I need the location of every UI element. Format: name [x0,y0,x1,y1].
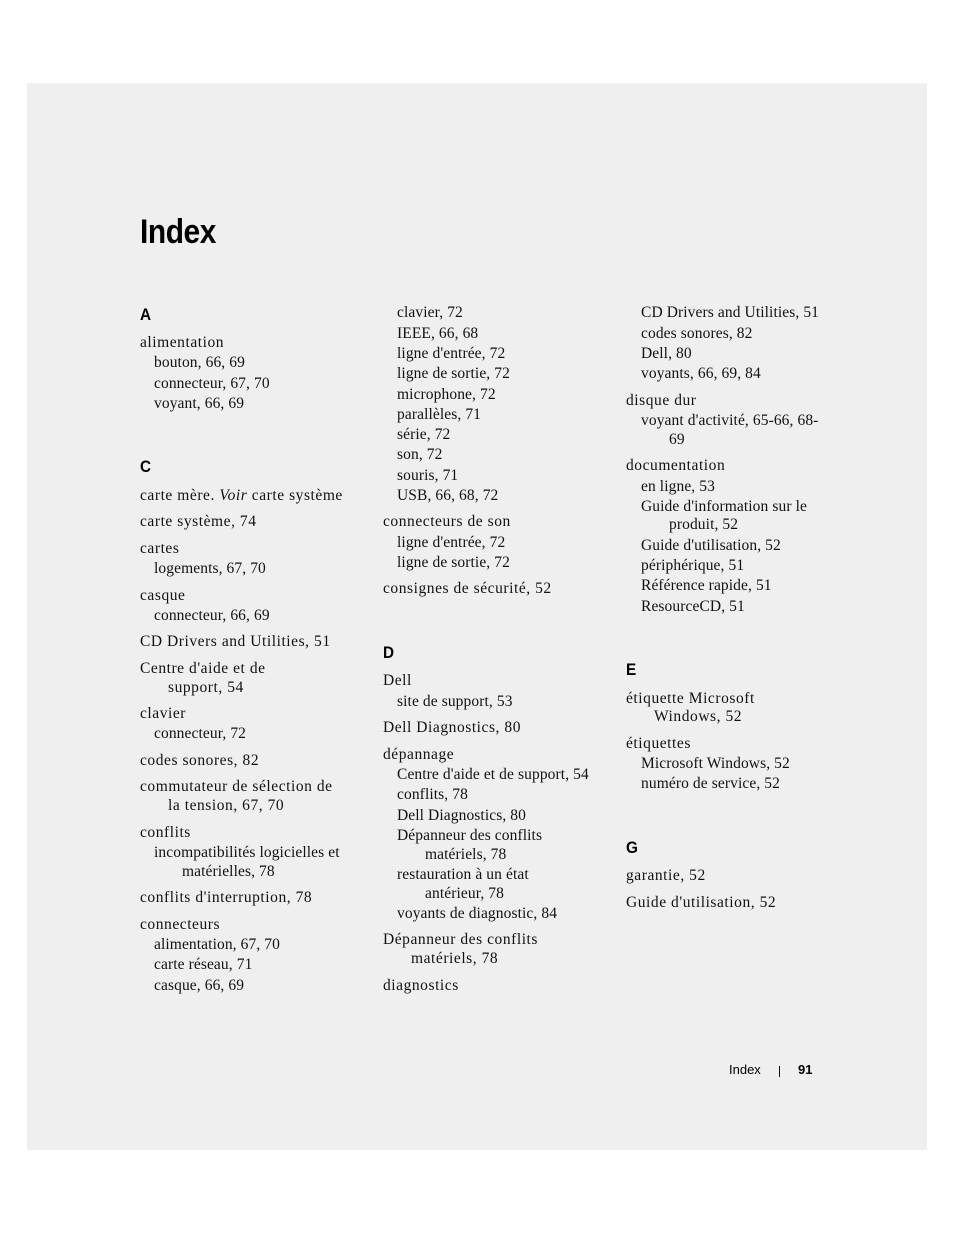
index-term: carte système, 74 [140,513,257,530]
index-subterm: connecteur, 72 [154,725,247,742]
index-term-continuation: support, 54 [168,679,244,696]
index-term: Dell Diagnostics, 80 [383,719,521,736]
index-subterm: voyant d'activité, 65-66, 68- [641,412,819,429]
index-subterm: Guide d'information sur le [641,498,807,515]
index-subterm: microphone, 72 [397,386,496,403]
index-term-continuation: la tension, 67, 70 [168,797,285,814]
index-subterm-continuation: 69 [669,431,685,448]
index-subterm: voyants de diagnostic, 84 [397,905,558,922]
index-subterm: souris, 71 [397,467,459,484]
index-subterm: en ligne, 53 [641,478,715,495]
index-term-continuation: matériels, 78 [411,950,499,967]
index-term: codes sonores, 82 [140,752,260,769]
index-subterm: périphérique, 51 [641,557,745,574]
index-subterm: casque, 66, 69 [154,977,245,994]
index-subterm: Centre d'aide et de support, 54 [397,766,589,783]
index-term: dépannage [383,746,455,763]
index-term: diagnostics [383,977,459,994]
index-term: connecteurs de son [383,513,511,530]
index-term: garantie, 52 [626,867,706,884]
index-subterm-continuation: antérieur, 78 [425,885,505,902]
section-letter-c: C [140,457,152,476]
footer-separator [779,1066,780,1077]
index-subterm: IEEE, 66, 68 [397,325,479,342]
index-term: cartes [140,540,180,557]
index-subterm: voyant, 66, 69 [154,395,245,412]
index-term: consignes de sécurité, 52 [383,580,552,597]
index-term: Dell [383,672,412,689]
index-subterm: connecteur, 67, 70 [154,375,270,392]
index-term: alimentation [140,334,225,351]
index-subterm-continuation: matérielles, 78 [182,863,275,880]
index-subterm: codes sonores, 82 [641,325,753,342]
index-subterm: bouton, 66, 69 [154,354,245,371]
index-subterm: site de support, 53 [397,693,513,710]
index-subterm: clavier, 72 [397,304,463,321]
index-subterm: Dell, 80 [641,345,692,362]
index-subterm: numéro de service, 52 [641,775,780,792]
index-subterm-continuation: produit, 52 [669,516,739,533]
section-letter-e: E [626,660,637,679]
index-subterm: son, 72 [397,446,443,463]
index-term: Guide d'utilisation, 52 [626,894,777,911]
index-subterm: Référence rapide, 51 [641,577,772,594]
index-subterm: Guide d'utilisation, 52 [641,537,781,554]
index-term: conflits [140,824,191,841]
index-subterm: parallèles, 71 [397,406,482,423]
index-subterm: Dell Diagnostics, 80 [397,807,526,824]
index-subterm: carte réseau, 71 [154,956,253,973]
index-subterm: ligne de sortie, 72 [397,365,510,382]
index-term: étiquette Microsoft [626,690,755,707]
index-term: Centre d'aide et de [140,660,266,677]
index-subterm: restauration à un état [397,866,529,883]
index-term: étiquettes [626,735,691,752]
footer-label: Index [729,1062,761,1077]
index-term: carte mère. Voir carte système [140,487,343,504]
index-term: commutateur de sélection de [140,778,333,795]
index-term: casque [140,587,186,604]
index-subterm: Dépanneur des conflits [397,827,543,844]
section-letter-a: A [140,305,152,324]
index-term: documentation [626,457,726,474]
index-subterm: incompatibilités logicielles et [154,844,340,861]
index-subterm-continuation: matériels, 78 [425,846,507,863]
index-subterm: ligne d'entrée, 72 [397,534,506,551]
index-term-continuation: Windows, 52 [654,708,743,725]
index-subterm: Microsoft Windows, 52 [641,755,790,772]
index-term: Dépanneur des conflits [383,931,538,948]
index-subterm: série, 72 [397,426,451,443]
index-subterm: logements, 67, 70 [154,560,266,577]
index-subterm: USB, 66, 68, 72 [397,487,499,504]
index-term: conflits d'interruption, 78 [140,889,313,906]
index-subterm: ligne d'entrée, 72 [397,345,506,362]
index-subterm: voyants, 66, 69, 84 [641,365,761,382]
index-term: CD Drivers and Utilities, 51 [140,633,331,650]
index-term: clavier [140,705,187,722]
page-title: Index [140,213,216,251]
index-subterm: ResourceCD, 51 [641,598,745,615]
index-subterm: alimentation, 67, 70 [154,936,280,953]
section-letter-d: D [383,643,395,662]
index-subterm: connecteur, 66, 69 [154,607,270,624]
index-subterm: ligne de sortie, 72 [397,554,510,571]
page-number: 91 [798,1062,813,1077]
index-page [27,83,927,1150]
index-term: connecteurs [140,916,221,933]
see-reference: Voir [219,487,248,504]
index-subterm: CD Drivers and Utilities, 51 [641,304,820,321]
index-subterm: conflits, 78 [397,786,468,803]
index-term: disque dur [626,392,697,409]
section-letter-g: G [626,838,638,857]
